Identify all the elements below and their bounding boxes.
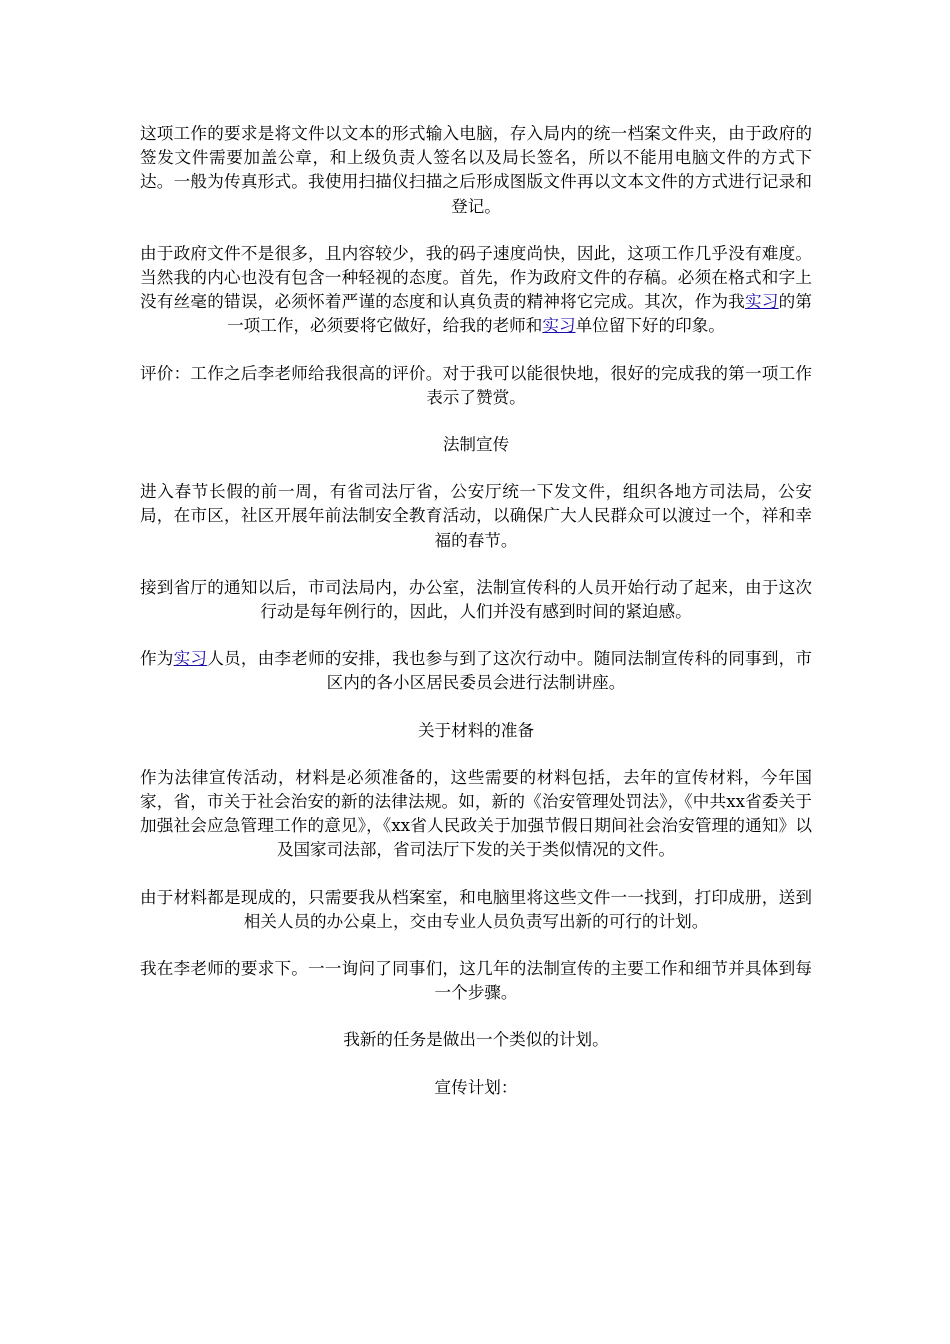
internship-link[interactable]: 实习 [542,316,576,336]
paragraph-bureau-action: 接到省厅的通知以后，市司法局内，办公室，法制宣传科的人员开始行动了起来，由于这次行动是每年例行的，因此，人们并没有感到时间的紧迫感。 [140,577,812,622]
document-page [140,122,812,1123]
paragraph-inquiry: 我在李老师的要求下。一一询问了同事们，这几年的法制宣传的主要工作和细节并具体到每一个步骤。 [140,959,812,1003]
paragraph-spring-festival-campaign: 进入春节长假的前一周，有省司法厅省，公安厅统一下发文件，组织各地方司法局，公安局，在市区，社区开展年前法制安全教育活动，以确保广大人民群众可以渡过一个，祥和幸福的春节。 [140,482,812,550]
section-heading-legal-publicity: 法制宣传 [442,435,510,455]
internship-link[interactable]: 实习 [173,649,208,669]
paragraph-text: 作为 [140,649,174,669]
internship-link[interactable]: 实习 [745,292,779,312]
paragraph-materials-ready: 由于材料都是现成的，只需要我从档案室，和电脑里将这些文件一一找到，打印成册，送到相关人员的办公桌上，交由专业人员负责写出新的可行的计划。 [140,887,812,931]
paragraph-intern-participation [140,647,812,695]
paragraph-materials-list: 作为法律宣传活动，材料是必须准备的，这些需要的材料包括，去年的宣传材料，今年国家，省，市关于社会治安的新的法律法规。如，新的《治安管理处罚法》，《中共xx省委关于加强社会应急管理工作的意见》，《xx省人民政关于加强节假日期间社会治安管理的通知》以及国家司法部，省司法厅下发的关于类似情况的文件。 [140,767,812,860]
section-heading-material-preparation: 关于材料的准备 [417,720,535,740]
paragraph-text: 单位留下好的印象。 [575,316,725,336]
section-heading-publicity-plan: 宣传计划： [434,1077,518,1097]
paragraph-text: 的第一项工作，必须要将它做好，给我的老师和 [227,292,813,336]
paragraph-text: 由于政府文件不是很多，且内容较少，我的码子速度尚快，因此，这项工作几乎没有难度。当然我的内心也没有包含一种轻视的态度。首先，作为政府文件的存稿。必须在格式和字上没有丝毫的错误，必须怀着严谨的态度和认真负责的精神将它完成。其次，作为我 [140,243,812,312]
paragraph-text: 人员，由李老师的安排，我也参与到了这次行动中。随同法制宣传科的同事到，市区内的各小区居民委员会进行法制讲座。 [207,649,813,693]
paragraph-new-task: 我新的任务是做出一个类似的计划。 [343,1030,609,1050]
paragraph-archive-task: 这项工作的要求是将文件以文本的形式输入电脑，存入局内的统一档案文件夹，由于政府的签发文件需要加盖公章，和上级负责人签名以及局长签名，所以不能用电脑文件的方式下达。一般为传真形式。我使用扫描仪扫描之后形成图版文件再以文本文件的方式进行记录和登记。 [140,124,812,216]
paragraph-evaluation: 评价：工作之后李老师给我很高的评价。对于我可以能很快地，很好的完成我的第一项工作表示了赞赏。 [140,363,812,407]
paragraph-first-task-attitude [140,242,812,339]
